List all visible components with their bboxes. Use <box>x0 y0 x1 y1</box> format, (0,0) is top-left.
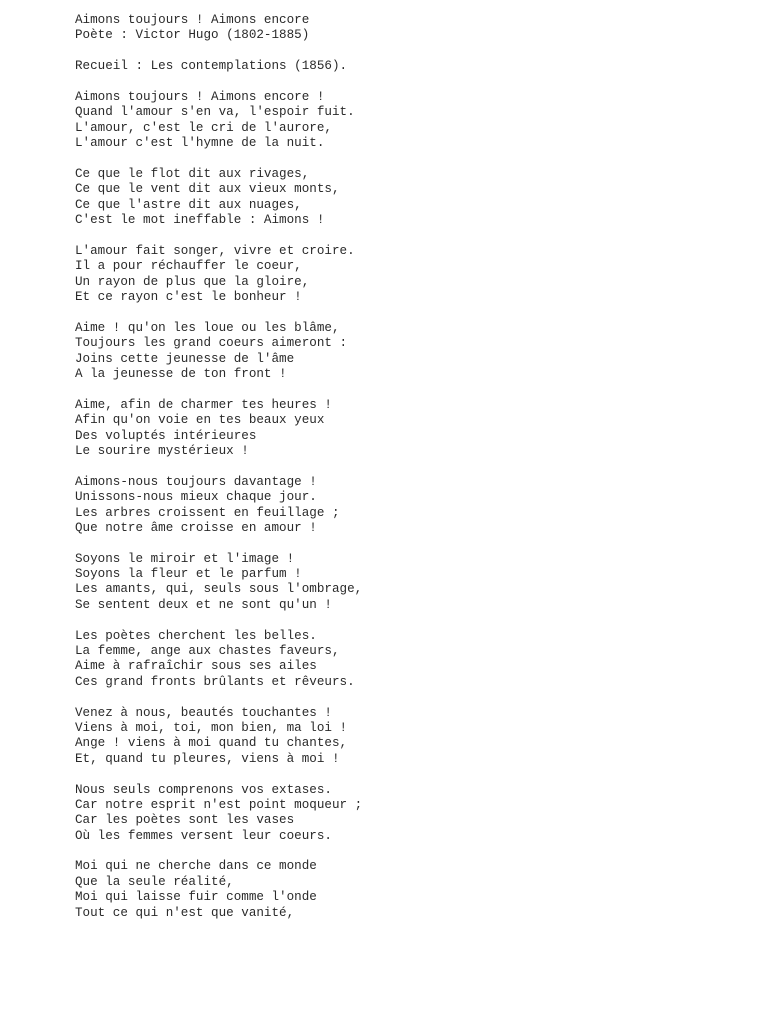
stanza <box>75 398 755 460</box>
verse-line: Toujours les grand coeurs aimeront : <box>75 336 348 351</box>
stanza <box>75 783 755 845</box>
verse-line: Quand l'amour s'en va, l'espoir fuit. <box>75 105 355 120</box>
stanza <box>75 859 755 921</box>
verse-line: L'amour c'est l'hymne de la nuit. <box>75 136 325 151</box>
verse-line: Afin qu'on voie en tes beaux yeux <box>75 413 325 428</box>
verse-line: Un rayon de plus que la gloire, <box>75 274 310 289</box>
verse-line: Le sourire mystérieux ! <box>75 443 249 458</box>
poem-title: Aimons toujours ! Aimons encore <box>75 13 310 27</box>
verse-line: Car les poètes sont les vases <box>75 813 295 828</box>
verse-line: Aimons-nous toujours davantage ! <box>75 474 317 489</box>
verse-line: Unissons-nous mieux chaque jour. <box>75 490 317 505</box>
stanza <box>75 475 755 537</box>
verse-line: Ce que l'astre dit aux nuages, <box>75 197 302 212</box>
blank-line <box>75 844 755 859</box>
poem-author: Poète : Victor Hugo (1802-1885) <box>75 28 310 43</box>
verse-line: Car notre esprit n'est point moqueur ; <box>75 797 363 812</box>
verse-line: Et, quand tu pleures, viens à moi ! <box>75 751 340 766</box>
poem-collection: Recueil : Les contemplations (1856). <box>75 59 348 74</box>
blank-line <box>75 44 755 59</box>
verse-line: Aime, afin de charmer tes heures ! <box>75 397 332 412</box>
stanza <box>75 552 755 614</box>
verse-line: Nous seuls comprenons vos extases. <box>75 782 332 797</box>
verse-line: Ce que le vent dit aux vieux monts, <box>75 182 340 197</box>
blank-line <box>75 613 755 628</box>
verse-line: L'amour fait songer, vivre et croire. <box>75 243 355 258</box>
blank-line <box>75 536 755 551</box>
poem-body <box>75 90 755 921</box>
verse-line: Ces grand fronts brûlants et rêveurs. <box>75 674 355 689</box>
blank-line <box>75 75 755 90</box>
blank-line <box>75 152 755 167</box>
verse-line: Les amants, qui, seuls sous l'ombrage, <box>75 582 363 597</box>
verse-line: Que la seule réalité, <box>75 874 234 889</box>
verse-line: Venez à nous, beautés touchantes ! <box>75 705 332 720</box>
verse-line: Les poètes cherchent les belles. <box>75 628 317 643</box>
stanza <box>75 167 755 229</box>
verse-line: Aimons toujours ! Aimons encore ! <box>75 89 325 104</box>
blank-line <box>75 228 755 243</box>
stanza <box>75 706 755 768</box>
verse-line: Les arbres croissent en feuillage ; <box>75 505 340 520</box>
verse-line: Moi qui laisse fuir comme l'onde <box>75 890 317 905</box>
verse-line: Ange ! viens à moi quand tu chantes, <box>75 736 348 751</box>
verse-line: La femme, ange aux chastes faveurs, <box>75 644 340 659</box>
verse-line: Aime ! qu'on les loue ou les blâme, <box>75 320 340 335</box>
verse-line: Joins cette jeunesse de l'âme <box>75 351 295 366</box>
poem-document <box>75 13 755 921</box>
verse-line: Soyons la fleur et le parfum ! <box>75 567 302 582</box>
blank-line <box>75 305 755 320</box>
stanza <box>75 629 755 691</box>
stanza <box>75 90 755 152</box>
verse-line: C'est le mot ineffable : Aimons ! <box>75 213 325 228</box>
verse-line: Tout ce qui n'est que vanité, <box>75 905 295 920</box>
verse-line: Ce que le flot dit aux rivages, <box>75 166 310 181</box>
blank-line <box>75 382 755 397</box>
verse-line: Moi qui ne cherche dans ce monde <box>75 859 317 874</box>
stanza <box>75 244 755 306</box>
verse-line: Se sentent deux et ne sont qu'un ! <box>75 597 332 612</box>
verse-line: L'amour, c'est le cri de l'aurore, <box>75 120 332 135</box>
verse-line: Viens à moi, toi, mon bien, ma loi ! <box>75 720 348 735</box>
verse-line: Aime à rafraîchir sous ses ailes <box>75 659 317 674</box>
blank-line <box>75 459 755 474</box>
blank-line <box>75 690 755 705</box>
verse-line: A la jeunesse de ton front ! <box>75 366 287 381</box>
stanza <box>75 321 755 383</box>
verse-line: Où les femmes versent leur coeurs. <box>75 828 332 843</box>
verse-line: Et ce rayon c'est le bonheur ! <box>75 290 302 305</box>
blank-line <box>75 767 755 782</box>
verse-line: Que notre âme croisse en amour ! <box>75 520 317 535</box>
verse-line: Des voluptés intérieures <box>75 428 257 443</box>
verse-line: Soyons le miroir et l'image ! <box>75 551 295 566</box>
verse-line: Il a pour réchauffer le coeur, <box>75 259 302 274</box>
